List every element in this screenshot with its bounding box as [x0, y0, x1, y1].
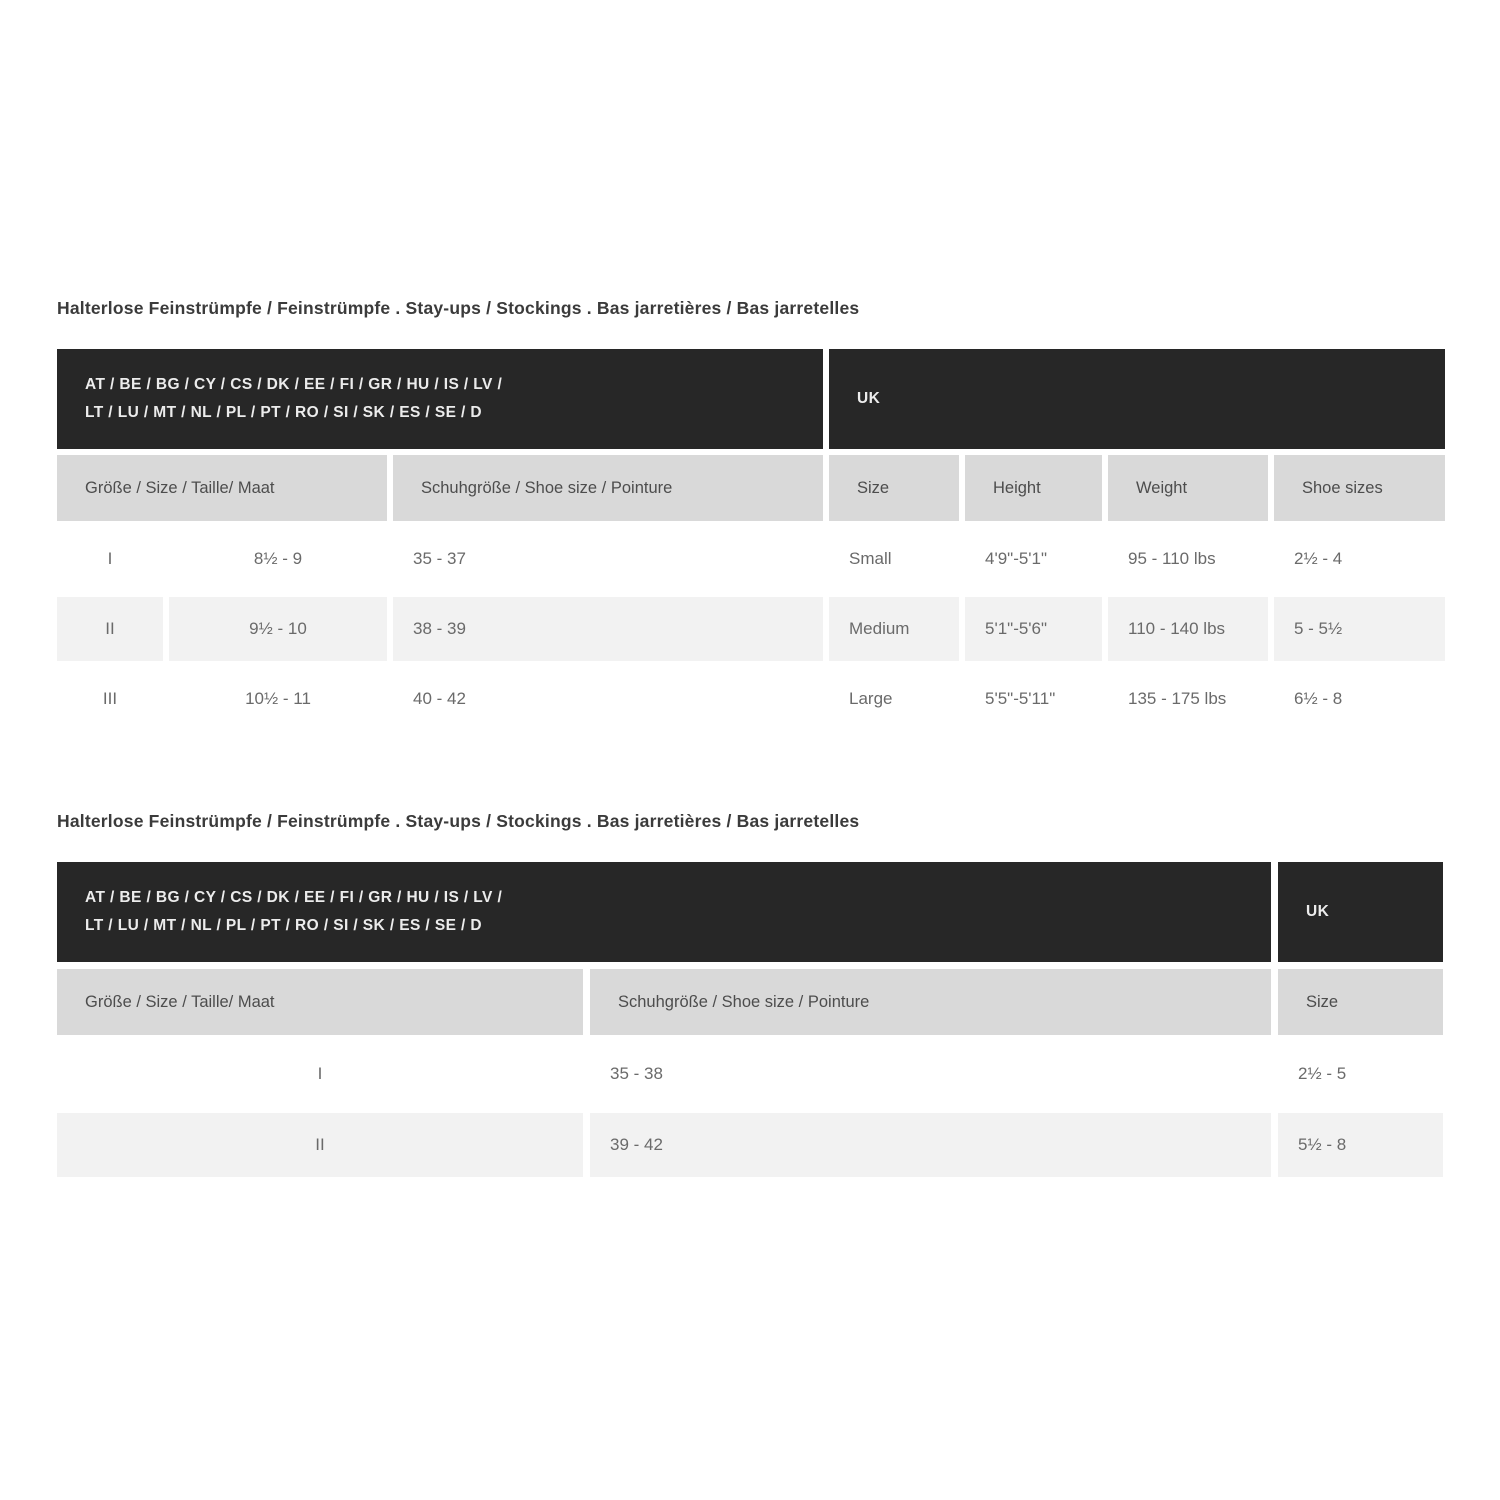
eu-countries-line-1: AT / BE / BG / CY / CS / DK / EE / FI / GR / HU / IS / LV / — [85, 889, 503, 906]
stockings-size-chart-1 — [57, 298, 1443, 731]
table-cell-shoe-size: 38 - 39 — [393, 597, 823, 661]
eu-countries-line-1: AT / BE / BG / CY / CS / DK / EE / FI / GR / HU / IS / LV / — [85, 376, 503, 393]
chart-title: Halterlose Feinstrümpfe / Feinstrümpfe . Stay-ups / Stockings . Bas jarretières / Bas jarretelles — [57, 811, 860, 831]
table-cell-uk-size: Small — [849, 549, 892, 568]
eu-countries-line-2: LT / LU / MT / NL / PL / PT / RO / SI / SK / ES / SE / D — [85, 404, 483, 421]
column-header-size-group: Größe / Size / Taille/ Maat — [57, 455, 387, 521]
table-cell-weight: 95 - 110 lbs — [1128, 549, 1216, 568]
table-cell-weight: 135 - 175 lbs — [1128, 689, 1227, 708]
table-cell-height: 5'1"-5'6" — [965, 597, 1102, 661]
table-cell-height: 4'9"-5'1" — [985, 549, 1048, 568]
column-header-size-group: Größe / Size / Taille/ Maat — [57, 969, 583, 1035]
table-cell-uk-size: Medium — [829, 597, 959, 661]
size-table-eu-uk-simple — [57, 862, 1443, 1177]
column-header-shoe-size: Schuhgröße / Shoe size / Pointure — [393, 455, 823, 521]
table-cell-shoe-size: 35 - 38 — [610, 1064, 663, 1083]
uk-region-header — [829, 349, 1445, 449]
column-header-shoe-size: Schuhgröße / Shoe size / Pointure — [590, 969, 1271, 1035]
uk-region-header — [1278, 862, 1443, 962]
table-cell-numeral: II — [57, 597, 163, 661]
table-cell-numeral: II — [57, 1113, 583, 1177]
table-cell-size: 8½ - 9 — [253, 549, 303, 568]
uk-region-label: UK — [857, 390, 881, 407]
table-cell-size: 9½ - 10 — [169, 597, 387, 661]
table-cell-uk-shoe-size: 2½ - 5 — [1298, 1064, 1347, 1083]
stockings-size-chart-2 — [57, 811, 1443, 1177]
table-cell-numeral: I — [317, 1064, 323, 1083]
table-cell-size: 10½ - 11 — [245, 689, 311, 708]
column-header-uk-shoe-sizes: Shoe sizes — [1274, 455, 1445, 521]
eu-countries-line-2: LT / LU / MT / NL / PL / PT / RO / SI / SK / ES / SE / D — [85, 917, 483, 934]
eu-countries-header — [57, 862, 1271, 962]
column-header-uk-size: Size — [829, 455, 959, 521]
table-cell-shoe-size: 40 - 42 — [413, 689, 466, 708]
table-cell-height: 5'5"-5'11" — [985, 689, 1056, 708]
chart-title: Halterlose Feinstrümpfe / Feinstrümpfe . Stay-ups / Stockings . Bas jarretières / Bas jarretelles — [57, 298, 860, 318]
table-cell-uk-shoe-size: 5 - 5½ — [1274, 597, 1445, 661]
column-header-uk-weight: Weight — [1108, 455, 1268, 521]
table-cell-uk-shoe-size: 5½ - 8 — [1278, 1113, 1443, 1177]
column-header-uk-size: Size — [1278, 969, 1443, 1035]
column-header-uk-height: Height — [965, 455, 1102, 521]
table-cell-uk-size: Large — [849, 689, 893, 708]
table-cell-shoe-size: 35 - 37 — [413, 549, 466, 568]
table-cell-shoe-size: 39 - 42 — [590, 1113, 1271, 1177]
uk-region-label: UK — [1306, 903, 1330, 920]
table-cell-numeral: I — [107, 549, 113, 568]
table-cell-weight: 110 - 140 lbs — [1108, 597, 1268, 661]
table-cell-numeral: III — [102, 689, 118, 708]
eu-countries-header — [57, 349, 823, 449]
table-cell-uk-shoe-size: 2½ - 4 — [1294, 549, 1343, 568]
size-table-eu-uk — [57, 349, 1443, 731]
table-cell-uk-shoe-size: 6½ - 8 — [1294, 689, 1343, 708]
